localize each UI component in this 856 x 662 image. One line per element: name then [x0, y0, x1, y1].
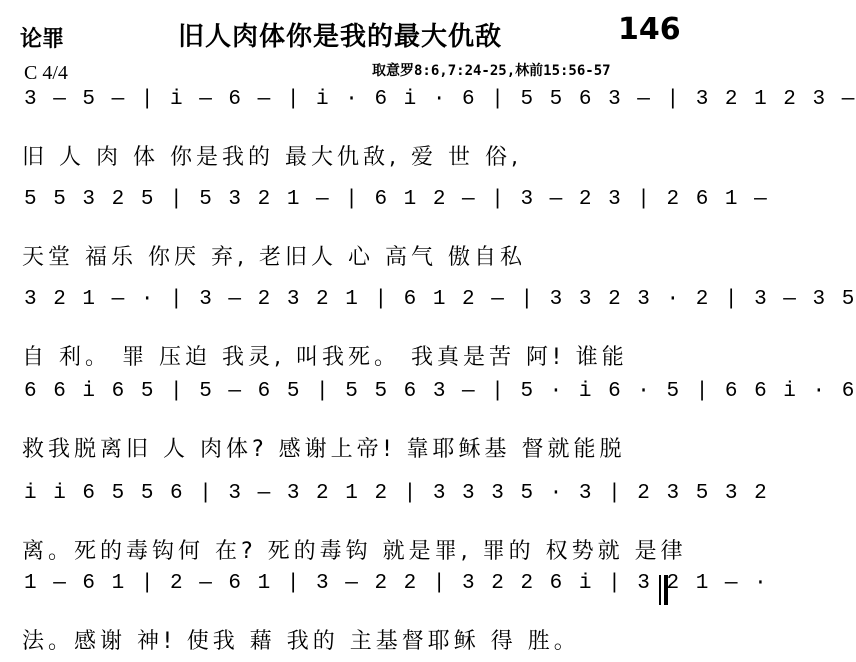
category-label: 论罪 [20, 27, 65, 52]
key-signature: C 4/4 [24, 62, 68, 84]
notes-row-4: 6 6 i 6 5 | 5 — 6 5 | 5 5 6 3 — | 5 · i 6 · 5 | 6 6 i · 6 [24, 380, 856, 403]
lyrics-row-6: 法。感谢 神! 使我 藉 我的 主基督耶稣 得 胜。 [22, 629, 580, 654]
hymn-number: 146 [618, 12, 681, 47]
notes-row-5: i i 6 5 5 6 | 3 — 3 2 1 2 | 3 3 3 5 · 3 | 2 3 5 3 2 [24, 482, 769, 505]
lyrics-row-5: 离。死的毒钩何 在? 死的毒钩 就是罪, 罪的 权势就 是律 [22, 539, 687, 564]
notes-row-1: 3 — 5 — | i — 6 — | i · 6 i · 6 | 5 5 6 3 — | 3 2 1 2 3 — [24, 88, 856, 111]
lyrics-row-3: 自 利。 罪 压迫 我灵, 叫我死。 我真是苦 阿! 谁能 [22, 345, 628, 370]
notes-row-2: 5 5 3 2 5 | 5 3 2 1 — | 6 1 2 — | 3 — 2 3 | 2 6 1 — [24, 188, 769, 211]
hymn-title: 旧人肉体你是我的最大仇敌 [178, 22, 503, 52]
lyrics-row-4: 救我脱离旧 人 肉体? 感谢上帝! 靠耶稣基 督就能脱 [22, 437, 626, 462]
notes-row-6: 1 — 6 1 | 2 — 6 1 | 3 — 2 2 | 3 2 2 6 i | 3 2 1 — · [24, 572, 769, 595]
lyrics-row-2: 天堂 福乐 你厌 弃, 老旧人 心 高气 傲自私 [22, 245, 526, 270]
lyrics-row-1: 旧 人 肉 体 你是我的 最大仇敌, 爱 世 俗, [22, 145, 522, 170]
notes-row-3: 3 2 1 — · | 3 — 2 3 2 1 | 6 1 2 — | 3 3 2 3 · 2 | 3 — 3 5 [24, 288, 856, 311]
scripture-reference: 取意罗8:6,7:24-25,林前15:56-57 [372, 63, 611, 79]
